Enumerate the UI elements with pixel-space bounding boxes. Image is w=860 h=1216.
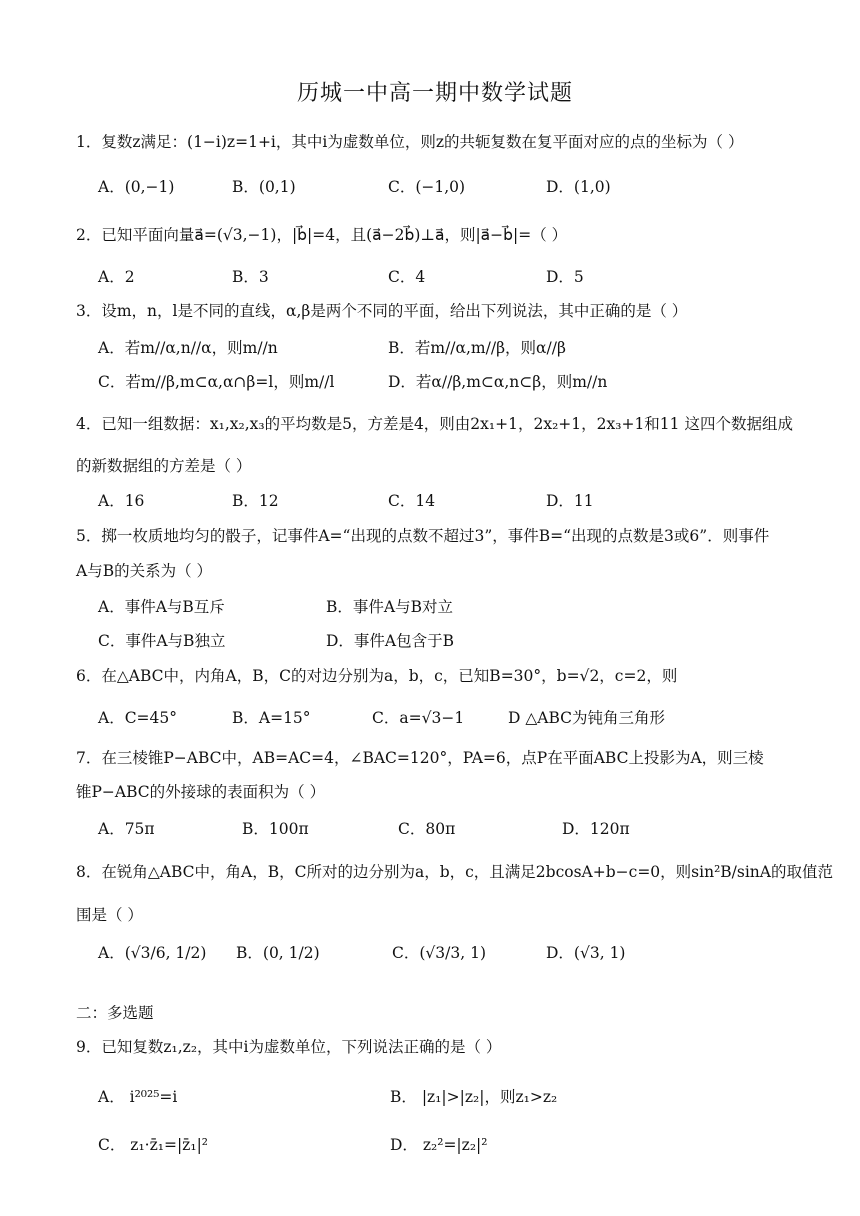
question-8-stem-line2: 围是（ ） bbox=[76, 906, 143, 924]
question-5-option-a: A．事件A与B互斥 bbox=[98, 598, 225, 616]
question-4-option-a: A．16 bbox=[98, 492, 145, 510]
section-2-heading: 二：多选题 bbox=[76, 1004, 154, 1022]
question-1-stem: 1．复数z满足：(1−i)z=1+i，其中i为虚数单位，则z的共轭复数在复平面对应的点的坐标为（ ） bbox=[76, 133, 744, 151]
question-1-option-b: B．(0,1) bbox=[232, 178, 296, 196]
question-8-option-a: A．(√3/6, 1/2) bbox=[98, 944, 207, 962]
question-8-option-b: B．(0, 1/2) bbox=[236, 944, 320, 962]
question-6-stem: 6．在△ABC中，内角A，B，C的对边分别为a，b，c，已知B=30°，b=√2，c=2，则 bbox=[76, 667, 678, 685]
question-9-stem: 9．已知复数z₁,z₂，其中i为虚数单位，下列说法正确的是（ ） bbox=[76, 1038, 502, 1056]
question-3-option-b: B．若m//α,m//β，则α//β bbox=[388, 339, 566, 357]
question-5-stem: 5．掷一枚质地均匀的骰子，记事件A=“出现的点数不超过3”，事件B=“出现的点数是3或6”．则事件 bbox=[76, 527, 770, 545]
page-title: 历城一中高一期中数学试题 bbox=[296, 81, 573, 106]
question-7-option-b: B．100π bbox=[242, 820, 309, 838]
question-9-option-d: D． z₂²=|z₂|² bbox=[390, 1136, 488, 1154]
question-2-stem: 2．已知平面向量a⃗=(√3,−1)，|b⃗|=4，且(a⃗−2b⃗)⊥a⃗，则|a⃗−b⃗|=（ ） bbox=[76, 226, 568, 244]
question-3-option-a: A．若m//α,n//α，则m//n bbox=[98, 339, 278, 357]
question-5-option-b: B．事件A与B对立 bbox=[326, 598, 453, 616]
question-2-option-a: A．2 bbox=[98, 268, 135, 286]
question-1-option-c: C．(−1,0) bbox=[388, 178, 466, 196]
question-6-option-c: C．a=√3−1 bbox=[372, 709, 465, 727]
question-7-option-c: C．80π bbox=[398, 820, 456, 838]
question-9-option-a: A． i²⁰²⁵=i bbox=[98, 1088, 178, 1106]
question-5-option-d: D．事件A包含于B bbox=[326, 632, 455, 650]
question-2-option-b: B．3 bbox=[232, 268, 269, 286]
question-9-option-b: B． |z₁|>|z₂|，则z₁>z₂ bbox=[390, 1088, 558, 1106]
question-3-option-d: D．若α//β,m⊂α,n⊂β，则m//n bbox=[388, 373, 608, 391]
question-5-stem-line2: A与B的关系为（ ） bbox=[76, 562, 213, 580]
question-8-option-c: C．(√3/3, 1) bbox=[392, 944, 486, 962]
question-4-option-b: B．12 bbox=[232, 492, 279, 510]
question-3-stem: 3．设m，n，l是不同的直线，α,β是两个不同的平面，给出下列说法，其中正确的是（ ） bbox=[76, 302, 688, 320]
question-4-stem-line2: 的新数据组的方差是（ ） bbox=[76, 457, 252, 475]
question-7-stem: 7．在三棱锥P−ABC中，AB=AC=4，∠BAC=120°，PA=6，点P在平面ABC上投影为A，则三棱 bbox=[76, 749, 764, 767]
question-4-stem: 4．已知一组数据：x₁,x₂,x₃的平均数是5，方差是4，则由2x₁+1，2x₂+1，2x₃+1和11 这四个数据组成 bbox=[76, 415, 793, 433]
question-7-option-a: A．75π bbox=[98, 820, 155, 838]
question-8-stem: 8．在锐角△ABC中，角A，B，C所对的边分别为a，b，c，且满足2bcosA+b−c=0，则sin²B/sinA的取值范 bbox=[76, 863, 833, 881]
question-1-option-d: D．(1,0) bbox=[546, 178, 611, 196]
question-2-option-c: C．4 bbox=[388, 268, 426, 286]
question-9-option-c: C． z₁·z̄₁=|z̄₁|² bbox=[98, 1136, 208, 1154]
question-7-option-d: D．120π bbox=[562, 820, 630, 838]
question-7-stem-line2: 锥P−ABC的外接球的表面积为（ ） bbox=[76, 783, 326, 801]
question-6-option-a: A．C=45° bbox=[98, 709, 178, 727]
question-2-option-d: D．5 bbox=[546, 268, 584, 286]
question-6-option-b: B．A=15° bbox=[232, 709, 311, 727]
question-1-option-a: A．(0,−1) bbox=[98, 178, 175, 196]
question-5-option-c: C．事件A与B独立 bbox=[98, 632, 226, 650]
question-3-option-c: C．若m//β,m⊂α,α∩β=l，则m//l bbox=[98, 373, 335, 391]
question-6-option-d: D △ABC为钝角三角形 bbox=[508, 709, 666, 727]
question-4-option-d: D．11 bbox=[546, 492, 594, 510]
question-8-option-d: D．(√3, 1) bbox=[546, 944, 626, 962]
question-4-option-c: C．14 bbox=[388, 492, 436, 510]
